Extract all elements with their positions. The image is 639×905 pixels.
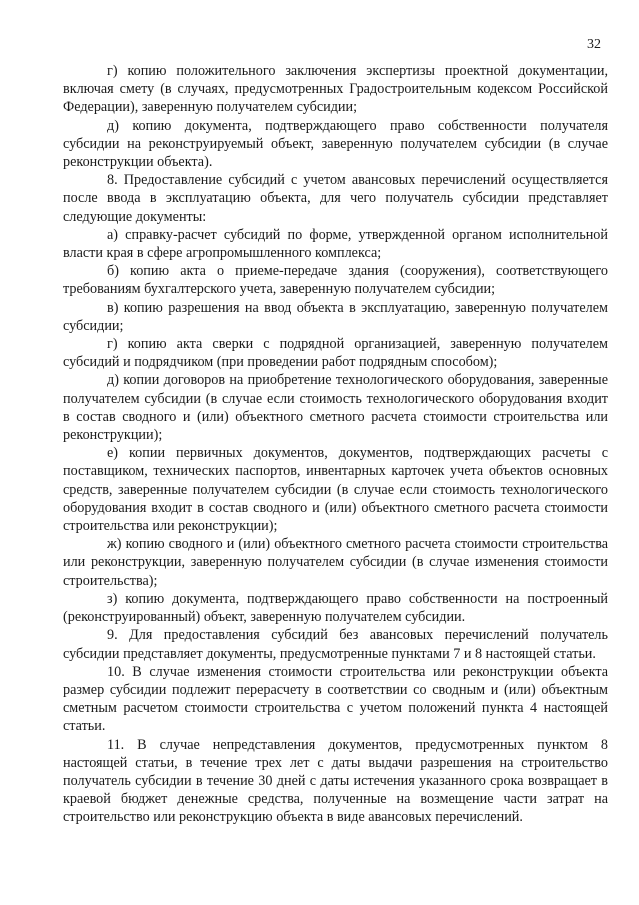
paragraph-item-g: г) копию положительного заключения экспертизы проектной документации, включая смету (в случаях, предусмотренных Градостроительным кодексом Российской Федерации), заверенную получателем субсидии; xyxy=(63,63,608,116)
paragraph-item-a: а) справку-расчет субсидий по форме, утвержденной органом исполнительной власти края в сфере агропромышленного комплекса; xyxy=(63,226,608,262)
paragraph-item-d: д) копию документа, подтверждающего право собственности получателя субсидии на реконструируемый объект, заверенную получателем субсидии (в случае реконструкции объекта). xyxy=(63,117,608,171)
paragraph-item-z: з) копию документа, подтверждающего право собственности на построенный (реконструированный) объект, заверенную получателем субсидии. xyxy=(63,590,608,626)
paragraph-item-e: е) копии первичных документов, документов, подтверждающих расчеты с поставщиком, технических паспортов, инвентарных карточек учета объектов основных средств, заверенные получателем субсидии (в случае если стоимость технологического оборудования входит в состав сводного и (или) объектного сметного расчета стоимости строительства или реконструкции); xyxy=(63,445,608,535)
paragraph-section-11: 11. В случае непредставления документов, предусмотренных пунктом 8 настоящей статьи, в течение трех лет с даты выдачи разрешения на строительство получатель субсидии в течение 30 дней с даты истечения указанного срока возвращает в краевой бюджет денежные средства, полученные на возмещение части затрат на строительство или реконструкцию объекта в виде авансовых перечислений. xyxy=(63,736,608,826)
paragraph-item-v: в) копию разрешения на ввод объекта в эксплуатацию, заверенную получателем субсидии; xyxy=(63,299,608,334)
document-body xyxy=(63,62,608,827)
paragraph-item-d2: д) копии договоров на приобретение технологического оборудования, заверенные получателем субсидии (в случае если стоимость технологического оборудования входит в состав сводного и (или) объектного сметного расчета стоимости строительства или реконструкции); xyxy=(63,372,608,444)
paragraph-section-10: 10. В случае изменения стоимости строительства или реконструкции объекта размер субсидии подлежит перерасчету в соответствии со сводным и (или) объектным сметным расчетом стоимости строительства с учетом положений пункта 4 настоящей статьи. xyxy=(63,663,608,735)
paragraph-item-zh: ж) копию сводного и (или) объектного сметного расчета стоимости строительства или реконструкции, заверенную получателем субсидии (в случае изменения стоимости строительства); xyxy=(63,536,608,589)
paragraph-section-9: 9. Для предоставления субсидий без авансовых перечислений получатель субсидии представляет документы, предусмотренные пунктами 7 и 8 настоящей статьи. xyxy=(63,627,608,662)
paragraph-item-g2: г) копию акта сверки с подрядной организацией, заверенную получателем субсидий и подрядчиком (при проведении работ подрядным способом); xyxy=(63,336,608,371)
page-number: 32 xyxy=(587,37,601,52)
paragraph-section-8: 8. Предоставление субсидий с учетом авансовых перечислений осуществляется после ввода в эксплуатацию объекта, для чего получатель субсидии представляет следующие документы: xyxy=(63,172,608,225)
paragraph-item-b: б) копию акта о приеме-передаче здания (сооружения), соответствующего требованиям бухгалтерского учета, заверенную получателем субсидии; xyxy=(63,263,608,298)
